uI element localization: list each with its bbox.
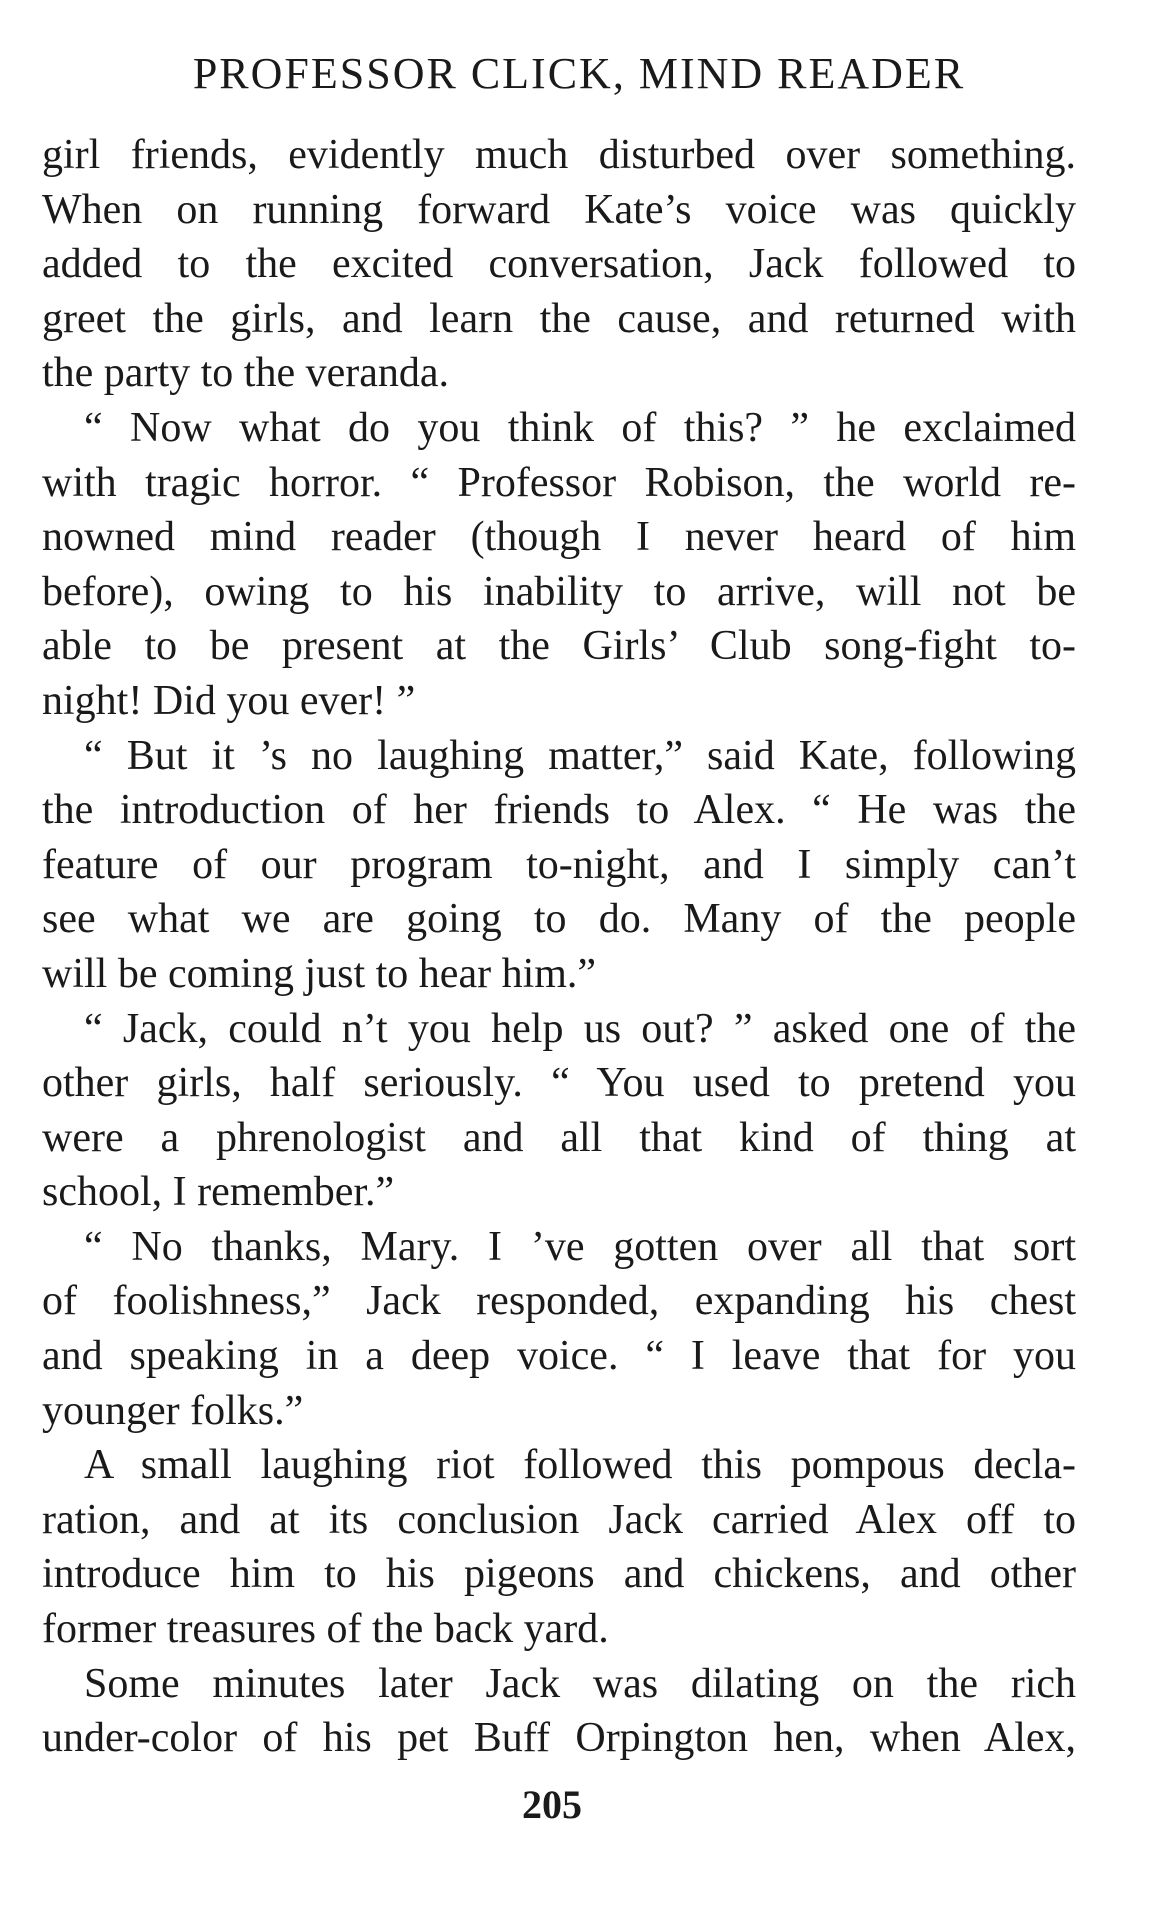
text-line: ration, and at its conclusion Jack carried Alex off to	[42, 1496, 1076, 1543]
text-line: “ No thanks, Mary. I ’ve gotten over all that sort	[84, 1223, 1076, 1270]
text-line: greet the girls, and learn the cause, and returned with	[42, 295, 1076, 342]
text-line: the party to the veranda.	[42, 350, 449, 397]
text-line: school, I remember.”	[42, 1169, 395, 1216]
text-line: under-color of his pet Buff Orpington hen, when Alex,	[42, 1715, 1076, 1762]
text-line: “ But it ’s no laughing matter,” said Kate, following	[84, 732, 1076, 779]
text-line: night! Did you ever! ”	[42, 677, 416, 724]
text-line: A small laughing riot followed this pompous decla-	[84, 1442, 1076, 1489]
text-line: girl friends, evidently much disturbed over something.	[42, 132, 1076, 178]
body-text	[42, 128, 1076, 1766]
text-line: younger folks.”	[42, 1387, 304, 1434]
text-line: before), owing to his inability to arrive, will not be	[42, 568, 1076, 615]
text-line: added to the excited conversation, Jack followed to	[42, 241, 1076, 288]
text-line: other girls, half seriously. “ You used to pretend you	[42, 1060, 1076, 1107]
text-line: will be coming just to hear him.”	[42, 950, 597, 997]
text-line: Some minutes later Jack was dilating on the rich	[84, 1660, 1076, 1707]
text-line: introduce him to his pigeons and chickens, and other	[42, 1551, 1076, 1598]
text-line: former treasures of the back yard.	[42, 1606, 609, 1653]
text-line: feature of our program to-night, and I simply can’t	[42, 841, 1076, 888]
text-line: and speaking in a deep voice. “ I leave that for you	[42, 1333, 1076, 1380]
text-line: the introduction of her friends to Alex. “ He was the	[42, 787, 1076, 834]
text-line: able to be present at the Girls’ Club song-fight to-	[42, 623, 1076, 670]
text-line: nowned mind reader (though I never heard of him	[42, 514, 1076, 561]
text-line: see what we are going to do. Many of the people	[42, 896, 1076, 943]
page-number: 205	[522, 1782, 582, 1827]
text-line: were a phrenologist and all that kind of thing at	[42, 1114, 1076, 1161]
text-line: with tragic horror. “ Professor Robison, the world re-	[42, 459, 1076, 506]
text-line: of foolishness,” Jack responded, expanding his chest	[42, 1278, 1076, 1325]
running-head: PROFESSOR CLICK, MIND READER	[192, 49, 966, 98]
text-line: When on running forward Kate’s voice was quickly	[42, 186, 1076, 233]
text-line: “ Jack, could n’t you help us out? ” asked one of the	[84, 1005, 1076, 1052]
text-line: “ Now what do you think of this? ” he exclaimed	[84, 404, 1076, 451]
